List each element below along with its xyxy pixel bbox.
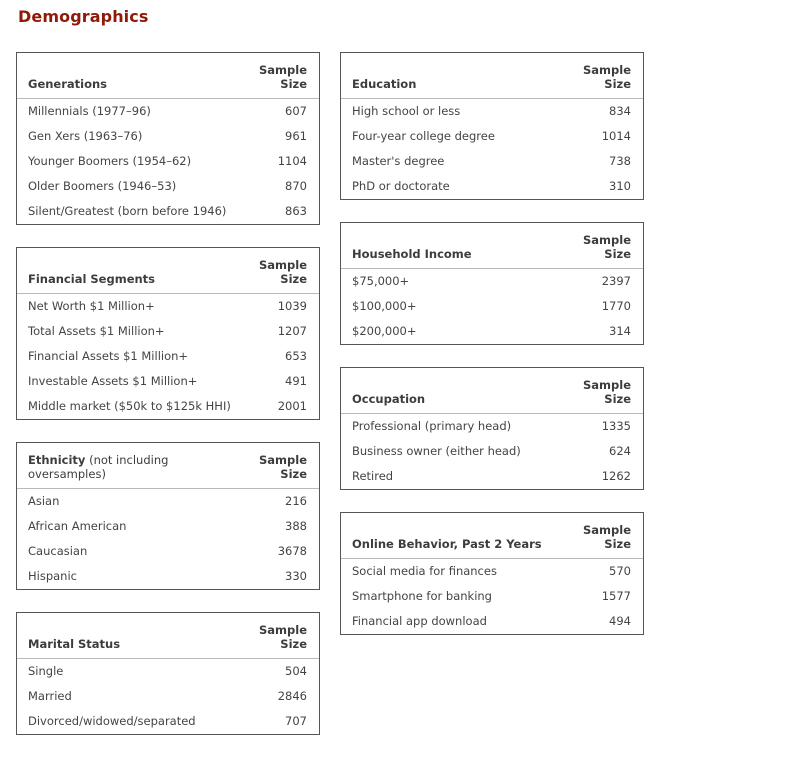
table-row	[17, 294, 319, 320]
column-header-sample-size-line1: Sample	[259, 453, 307, 467]
row-sample-size: 653	[285, 349, 307, 363]
row-label: Millennials (1977–96)	[28, 104, 151, 118]
table-row	[17, 539, 319, 564]
row-sample-size: 314	[609, 324, 631, 338]
row-label: Social media for finances	[352, 564, 497, 578]
row-sample-size: 863	[285, 204, 307, 218]
column-header-sample-size-line2: Size	[604, 247, 631, 261]
column-header-sample-size-line2: Size	[604, 537, 631, 551]
column-header-category-label: Financial Segments	[28, 272, 156, 286]
row-sample-size: 607	[285, 104, 307, 118]
row-label: High school or less	[352, 104, 461, 118]
right-column	[340, 52, 644, 657]
row-sample-size: 738	[609, 154, 631, 168]
row-sample-size: 216	[285, 494, 307, 508]
left-column	[16, 52, 320, 757]
table-header-row	[341, 368, 643, 414]
row-label: Married	[28, 689, 72, 703]
table-row	[341, 269, 643, 295]
column-header-category	[341, 368, 545, 414]
column-header-sample-size-line2: Size	[604, 77, 631, 91]
row-label: Middle market ($50k to $125k HHI)	[28, 399, 231, 413]
table-row	[17, 369, 319, 394]
row-sample-size: 870	[285, 179, 307, 193]
table-generations	[16, 52, 320, 225]
row-sample-size: 624	[609, 444, 631, 458]
row-label: Smartphone for banking	[352, 589, 492, 603]
table-row	[341, 584, 643, 609]
row-sample-size: 2397	[601, 274, 631, 288]
table-marital-status	[16, 612, 320, 735]
row-label: Gen Xers (1963–76)	[28, 129, 143, 143]
row-label: Single	[28, 664, 64, 678]
table-row	[341, 414, 643, 440]
column-header-category-note: (not including oversamples)	[28, 453, 169, 481]
table-columns	[0, 52, 796, 757]
row-sample-size: 1577	[601, 589, 631, 603]
row-label: Divorced/widowed/separated	[28, 714, 196, 728]
table-financial-segments	[16, 247, 320, 420]
column-header-sample-size	[221, 53, 319, 99]
column-header-sample-size	[545, 53, 643, 99]
table-ethnicity	[16, 442, 320, 590]
row-sample-size: 1770	[601, 299, 631, 313]
row-label: Net Worth $1 Million+	[28, 299, 155, 313]
table-header-row	[17, 53, 319, 99]
row-sample-size: 707	[285, 714, 307, 728]
row-sample-size: 961	[285, 129, 307, 143]
column-header-sample-size-line1: Sample	[583, 378, 631, 392]
row-label: African American	[28, 519, 127, 533]
table-row	[341, 149, 643, 174]
row-sample-size: 1335	[601, 419, 631, 433]
row-sample-size: 504	[285, 664, 307, 678]
row-sample-size: 1014	[601, 129, 631, 143]
table-header-row	[17, 248, 319, 294]
row-label: Asian	[28, 494, 60, 508]
column-header-sample-size-line1: Sample	[259, 623, 307, 637]
table-row	[341, 174, 643, 199]
row-label: Business owner (either head)	[352, 444, 521, 458]
column-header-category-label: Occupation	[352, 392, 426, 406]
row-sample-size: 1262	[601, 469, 631, 483]
row-sample-size: 1039	[277, 299, 307, 313]
table-occupation	[340, 367, 644, 490]
column-header-sample-size	[221, 443, 319, 489]
column-header-sample-size	[221, 248, 319, 294]
table-ethnicity-grid	[17, 443, 319, 589]
row-sample-size: 834	[609, 104, 631, 118]
column-header-category	[17, 443, 221, 489]
table-row	[17, 684, 319, 709]
row-sample-size: 3678	[277, 544, 307, 558]
column-header-category	[341, 223, 545, 269]
row-sample-size: 2001	[277, 399, 307, 413]
column-header-sample-size-line2: Size	[280, 467, 307, 481]
table-row	[17, 514, 319, 539]
table-financial-segments-grid	[17, 248, 319, 419]
table-row	[341, 319, 643, 344]
column-header-sample-size	[545, 223, 643, 269]
column-header-category	[17, 248, 221, 294]
table-header-row	[341, 513, 643, 559]
row-sample-size: 310	[609, 179, 631, 193]
table-row	[17, 199, 319, 224]
column-header-category-label: Online Behavior, Past 2 Years	[352, 537, 542, 551]
column-header-sample-size	[545, 368, 643, 414]
row-label: $200,000+	[352, 324, 417, 338]
table-row	[341, 439, 643, 464]
table-row	[17, 344, 319, 369]
row-label: Professional (primary head)	[352, 419, 512, 433]
table-row	[17, 149, 319, 174]
row-sample-size: 491	[285, 374, 307, 388]
column-header-category-label: Household Income	[352, 247, 472, 261]
column-header-category-label: Ethnicity	[28, 453, 86, 467]
column-header-sample-size-line2: Size	[604, 392, 631, 406]
row-label: PhD or doctorate	[352, 179, 450, 193]
table-marital-status-grid	[17, 613, 319, 734]
row-label: $100,000+	[352, 299, 417, 313]
table-generations-grid	[17, 53, 319, 224]
row-label: Four-year college degree	[352, 129, 495, 143]
table-row	[341, 559, 643, 585]
row-label: Master's degree	[352, 154, 445, 168]
row-label: Older Boomers (1946–53)	[28, 179, 177, 193]
table-household-income-grid	[341, 223, 643, 344]
page-title: Demographics	[18, 7, 149, 26]
column-header-sample-size-line1: Sample	[583, 523, 631, 537]
table-row	[17, 124, 319, 149]
row-label: Financial app download	[352, 614, 487, 628]
table-row	[17, 319, 319, 344]
column-header-sample-size	[221, 613, 319, 659]
row-label: Financial Assets $1 Million+	[28, 349, 189, 363]
row-label: Younger Boomers (1954–62)	[28, 154, 192, 168]
row-sample-size: 1207	[277, 324, 307, 338]
row-label: $75,000+	[352, 274, 410, 288]
table-row	[341, 464, 643, 489]
table-household-income	[340, 222, 644, 345]
row-label: Total Assets $1 Million+	[28, 324, 165, 338]
table-row	[341, 609, 643, 634]
table-header-row	[17, 443, 319, 489]
table-online-behavior-grid	[341, 513, 643, 634]
row-label: Hispanic	[28, 569, 77, 583]
column-header-sample-size-line1: Sample	[259, 258, 307, 272]
row-label: Caucasian	[28, 544, 88, 558]
row-sample-size: 494	[609, 614, 631, 628]
column-header-category	[341, 53, 545, 99]
column-header-sample-size-line2: Size	[280, 637, 307, 651]
column-header-category-label: Education	[352, 77, 417, 91]
row-label: Silent/Greatest (born before 1946)	[28, 204, 227, 218]
table-row	[17, 564, 319, 589]
column-header-category	[341, 513, 545, 559]
column-header-sample-size-line2: Size	[280, 272, 307, 286]
table-row	[17, 394, 319, 419]
table-header-row	[341, 223, 643, 269]
row-label: Retired	[352, 469, 394, 483]
column-header-sample-size	[545, 513, 643, 559]
table-row	[17, 709, 319, 734]
table-education	[340, 52, 644, 200]
row-label: Investable Assets $1 Million+	[28, 374, 198, 388]
column-header-sample-size-line1: Sample	[583, 63, 631, 77]
column-header-sample-size-line1: Sample	[583, 233, 631, 247]
column-header-sample-size-line2: Size	[280, 77, 307, 91]
row-sample-size: 388	[285, 519, 307, 533]
column-header-category-label: Generations	[28, 77, 108, 91]
table-row	[17, 489, 319, 515]
table-row	[17, 659, 319, 685]
row-sample-size: 570	[609, 564, 631, 578]
table-row	[17, 174, 319, 199]
table-row	[341, 99, 643, 125]
row-sample-size: 1104	[277, 154, 307, 168]
table-occupation-grid	[341, 368, 643, 489]
table-header-row	[341, 53, 643, 99]
column-header-sample-size-line1: Sample	[259, 63, 307, 77]
table-row	[17, 99, 319, 125]
row-sample-size: 2846	[277, 689, 307, 703]
column-header-category-label: Marital Status	[28, 637, 121, 651]
table-row	[341, 294, 643, 319]
column-header-category	[17, 53, 221, 99]
row-sample-size: 330	[285, 569, 307, 583]
column-header-category	[17, 613, 221, 659]
table-header-row	[17, 613, 319, 659]
table-education-grid	[341, 53, 643, 199]
table-online-behavior	[340, 512, 644, 635]
table-row	[341, 124, 643, 149]
